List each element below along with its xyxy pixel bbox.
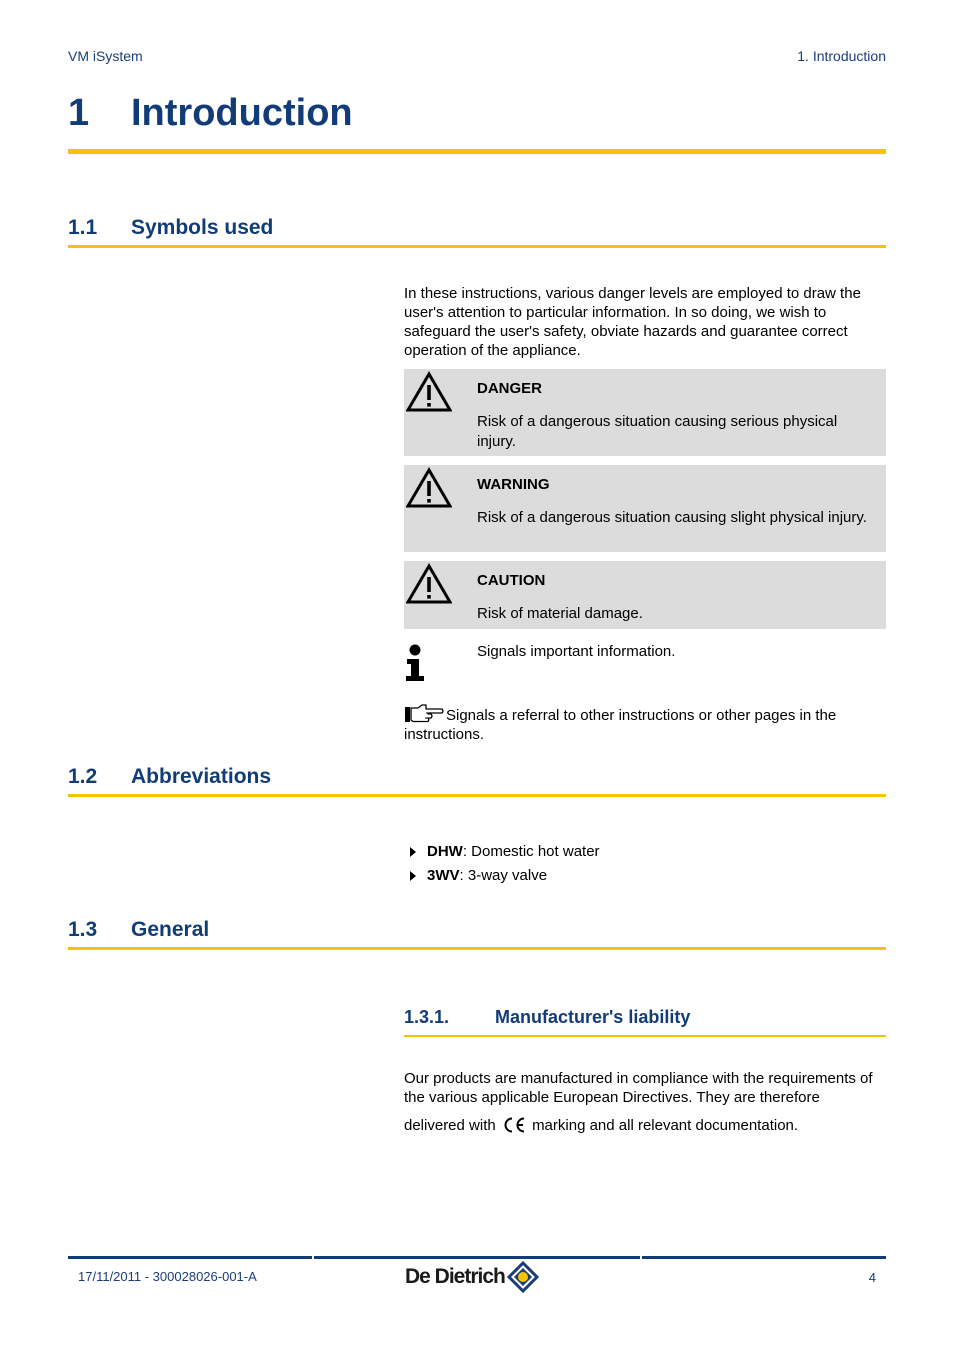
chapter-number: 1: [68, 92, 90, 134]
liability-delivered: delivered with: [404, 1117, 496, 1134]
section-title: General: [131, 918, 210, 941]
footer-rule-gap: [312, 1256, 314, 1259]
hazard-text: Risk of material damage.: [477, 605, 643, 622]
danger-box: [404, 369, 886, 456]
liability-delivery: [404, 1116, 888, 1135]
warning-box: [404, 465, 886, 552]
brand-name: De Dietrich: [405, 1265, 505, 1288]
section-heading-symbols: [68, 214, 886, 248]
subsection-heading: [404, 1005, 886, 1037]
page-number: 4: [868, 1270, 876, 1285]
abbr-definition: : 3-way valve: [459, 867, 548, 884]
section-number: 1.1: [68, 216, 98, 239]
header-product: VM iSystem: [68, 48, 143, 64]
pointing-hand-icon: [404, 704, 444, 724]
hazard-title: WARNING: [477, 476, 550, 493]
footer-rule: [68, 1256, 886, 1259]
hazard-text: Risk of a dangerous situation causing slight physical injury.: [477, 509, 867, 526]
section-number: 1.2: [68, 765, 98, 788]
section-title: Abbreviations: [131, 765, 272, 788]
ce-mark-icon: [502, 1116, 526, 1134]
warning-triangle-icon: [406, 371, 452, 413]
section-title: Symbols used: [131, 216, 274, 239]
section-heading-abbreviations: [68, 763, 886, 797]
subsection-number: 1.3.1.: [404, 1007, 450, 1027]
header-chapter: 1. Introduction: [797, 48, 886, 64]
caution-box: [404, 561, 886, 629]
symbols-intro: In these instructions, various danger levels are employed to draw the user's attention to particular information. In so doing, we wish to safeguard the user's safety, obviate hazards and guarantee correct operation of the appliance.: [404, 285, 861, 359]
de-dietrich-logo-icon: [507, 1261, 539, 1293]
footer-date-ref: 17/11/2011 - 300028026-001-A: [78, 1269, 257, 1284]
section-heading-general: [68, 916, 886, 950]
referral-note: [404, 704, 888, 744]
triangle-bullet-icon: [410, 871, 416, 881]
hazard-title: CAUTION: [477, 572, 546, 589]
warning-triangle-icon: [406, 563, 452, 605]
info-icon: [404, 644, 428, 682]
section-number: 1.3: [68, 918, 98, 941]
referral-text: Signals a referral to other instructions or other pages in the instructions.: [404, 707, 837, 743]
chapter-title: Introduction: [131, 92, 353, 134]
hazard-text: Risk of a dangerous situation causing serious physical injury.: [477, 413, 838, 450]
footer-rule-gap: [640, 1256, 642, 1259]
triangle-bullet-icon: [410, 847, 416, 857]
brand-logo: [405, 1260, 539, 1294]
chapter-heading: [68, 88, 886, 154]
liability-text: Our products are manufactured in compliance with the requirements of the various applicable European Directives. They are therefore: [404, 1070, 873, 1106]
info-text: Signals important information.: [477, 643, 676, 660]
warning-triangle-icon: [406, 467, 452, 509]
hazard-title: DANGER: [477, 380, 543, 397]
subsection-title: Manufacturer's liability: [495, 1007, 691, 1027]
abbr-term: 3WV: [427, 867, 460, 884]
abbr-definition: : Domestic hot water: [462, 843, 600, 860]
liability-after: marking and all relevant documentation.: [532, 1117, 799, 1134]
abbr-term: DHW: [427, 843, 463, 860]
